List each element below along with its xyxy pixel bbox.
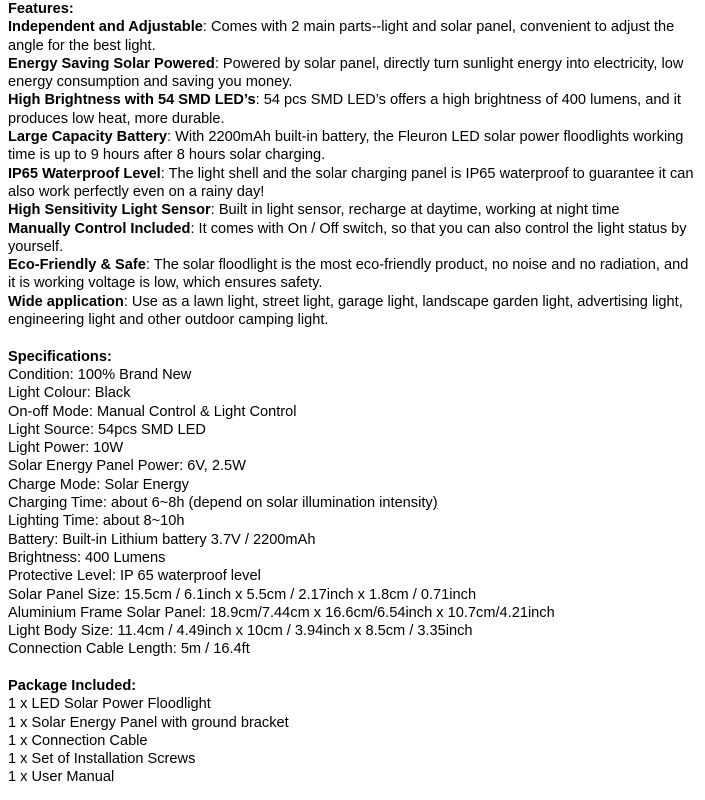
spec-item: Protective Level: IP 65 waterproof level	[8, 568, 261, 585]
spec-item: Lighting Time: about 8~10h	[8, 513, 185, 530]
spec-item: Light Colour: Black	[8, 385, 131, 402]
spec-list	[8, 366, 697, 659]
feature-text: : The solar floodlight is the most eco-friendly product, no noise and no radiation, and it is working voltage is low, which ensures safety.	[8, 257, 689, 292]
feature-text: : Comes with 2 main parts--light and solar panel, convenient to adjust the angle for the best light.	[8, 19, 675, 54]
feature-item	[8, 201, 697, 219]
spec-item: Solar Panel Size: 15.5cm / 6.1inch x 5.5cm / 2.17inch x 1.8cm / 0.71inch	[8, 586, 477, 603]
spec-item: Charge Mode: Solar Energy	[8, 476, 189, 493]
package-item: 1 x Set of Installation Screws	[8, 751, 196, 768]
feature-item	[8, 165, 697, 202]
charging-time-text: Charging Time: about 6~8h (depend on solar illumination intensity	[8, 495, 433, 512]
spec-item: Light Power: 10W	[8, 440, 124, 457]
spec-item: On-off Mode: Manual Control & Light Control	[8, 403, 297, 420]
specifications-section	[8, 348, 697, 659]
feature-label: Energy Saving Solar Powered	[8, 55, 215, 72]
spec-item: Condition: 100% Brand New	[8, 366, 192, 383]
spec-item: Light Body Size: 11.4cm / 4.49inch x 10cm / 3.94inch x 8.5cm / 3.35inch	[8, 623, 473, 640]
specifications-title: Specifications:	[8, 348, 112, 365]
section-spacer	[8, 329, 697, 347]
spec-item: Light Source: 54pcs SMD LED	[8, 421, 206, 438]
feature-label: Eco-Friendly & Safe	[8, 257, 146, 274]
feature-label: IP65 Waterproof Level	[8, 165, 161, 182]
feature-label: High Sensitivity Light Sensor	[8, 202, 211, 219]
feature-label: Independent and Adjustable	[8, 19, 203, 36]
charging-time-close-paren: )	[432, 495, 438, 512]
spec-item: Aluminium Frame Solar Panel: 18.9cm/7.44cm x 16.6cm/6.54inch x 10.7cm/4.21inch	[8, 604, 555, 621]
feature-label: Large Capacity Battery	[8, 129, 167, 146]
features-section	[8, 0, 697, 329]
feature-text: : Built in light sensor, recharge at daytime, working at night time	[210, 202, 620, 219]
feature-item	[8, 128, 697, 165]
package-item: 1 x Connection Cable	[8, 732, 148, 749]
feature-item	[8, 256, 697, 293]
feature-item	[8, 293, 697, 330]
spec-item: Battery: Built-in Lithium battery 3.7V / 2200mAh	[8, 531, 316, 548]
feature-text: : 54 pcs SMD LED’s offers a high brightness of 400 lumens, and it produces low heat, more durable.	[8, 92, 681, 127]
feature-text: : Powered by solar panel, directly turn sunlight energy into electricity, low energy consumption and saving you money.	[8, 55, 684, 91]
feature-label: Manually Control Included	[8, 220, 191, 237]
section-spacer	[8, 659, 697, 677]
package-item: 1 x User Manual	[8, 769, 115, 786]
spec-item: Connection Cable Length: 5m / 16.4ft	[8, 641, 250, 658]
package-item: 1 x Solar Energy Panel with ground bracket	[8, 714, 289, 731]
feature-text: : With 2200mAh built-in battery, the Fleuron LED solar power floodlights working time is up to 9 hours after 8 hours solar charging.	[8, 129, 684, 164]
package-item: 1 x LED Solar Power Floodlight	[8, 696, 211, 713]
feature-item	[8, 220, 697, 257]
feature-item	[8, 55, 697, 92]
spec-item: Solar Energy Panel Power: 6V, 2.5W	[8, 458, 246, 475]
spec-item: Brightness: 400 Lumens	[8, 549, 166, 566]
package-title: Package Included:	[8, 677, 137, 694]
feature-item	[8, 91, 697, 128]
package-section	[8, 677, 697, 787]
spec-item-charging-time	[8, 494, 697, 512]
feature-text: : It comes with On / Off switch, so that you can also control the light status by yourself.	[8, 220, 687, 255]
feature-text: : The light shell and the solar charging panel is IP65 waterproof to guarantee it can also work perfectly even on a rainy day!	[8, 165, 694, 200]
feature-label: Wide application	[8, 293, 124, 310]
package-list	[8, 695, 697, 786]
feature-item	[8, 18, 697, 55]
feature-label: High Brightness with 54 SMD LED’s	[8, 92, 256, 109]
feature-text: : Use as a lawn light, street light, garage light, landscape garden light, advertising light, engineering light and other outdoor camping light.	[8, 293, 683, 329]
features-title: Features:	[8, 1, 74, 17]
